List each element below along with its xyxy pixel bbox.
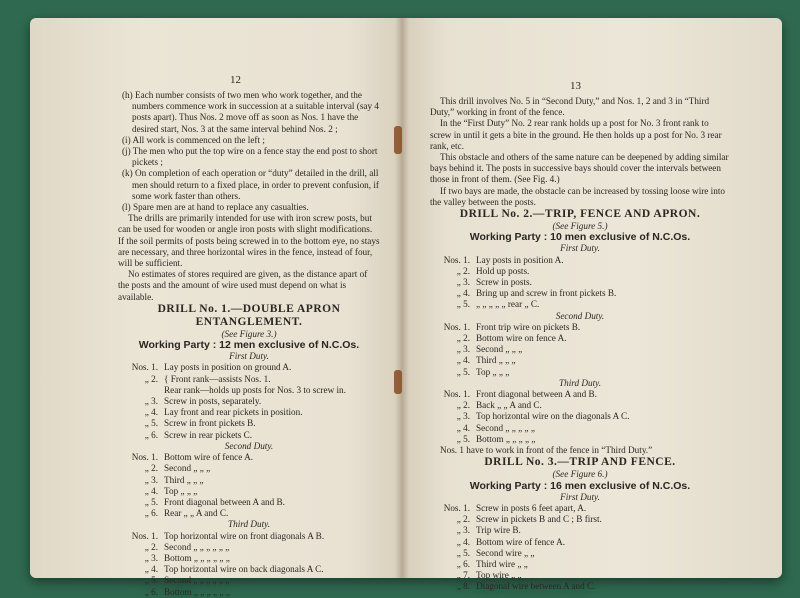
item-text: Second „ „ „ „ „ „	[164, 575, 230, 586]
drill-2-duty-row	[430, 423, 730, 434]
item-text: Rear rank—holds up posts for Nos. 3 to screw in.	[164, 384, 346, 395]
item-number: „ 8.	[456, 581, 470, 592]
drill-3-working-party: Working Party : 16 men exclusive of N.C.Os.	[469, 479, 691, 492]
item-text: „ „ „ „ „ rear „ C.	[476, 299, 540, 310]
item-number: „ 6.	[144, 586, 158, 597]
drill-2-figure-ref: (See Figure 5.)	[552, 221, 608, 232]
paragraph: No estimates of stores required are given, as the distance apart of the posts and the amount of wire used must depend on what is available.	[118, 269, 368, 302]
item-text: Second wire „ „	[476, 547, 535, 558]
item-number: „ 5.	[456, 366, 470, 377]
item-number: „ 3.	[456, 411, 470, 422]
drill-2-title: DRILL No. 2.—TRIP, FENCE AND APRON.	[459, 208, 701, 221]
paragraph: This drill involves No. 5 in “Second Duty,” and Nos. 1, 2 and 3 in “Third Duty,” working in front of the fence.	[430, 96, 710, 118]
item-text: Screw in front pickets B.	[164, 418, 256, 429]
duty-title: Second Duty.	[555, 310, 605, 321]
drill-3-duty-row	[430, 525, 730, 536]
drill-2-duty-row	[430, 411, 730, 422]
item-text: Lay posts in position on ground A.	[164, 362, 292, 373]
drill-2-duty-row	[430, 355, 730, 366]
drill-2-duty-row	[430, 367, 730, 378]
drill-2-duty-row	[430, 255, 730, 266]
item-number: Nos. 1.	[131, 452, 158, 463]
duty-title: Third Duty.	[558, 377, 602, 388]
item-text: Top wire „ „	[476, 570, 522, 581]
item-number: Nos. 1.	[131, 530, 158, 541]
item-number: „ 4.	[456, 422, 470, 433]
item-text: Top „ „ „	[164, 485, 198, 496]
item-number: „ 5.	[144, 418, 158, 429]
staple-rust-bottom	[394, 370, 402, 394]
drill-1-duty-row	[118, 475, 380, 486]
drill-1-duty-row	[118, 553, 380, 564]
paragraph: This obstacle and others of the same nature can be deepened by adding similar bays behind it. The posts in successive bays should cover the intervals between those in front of them. (See Fig. 4.)	[430, 152, 729, 185]
drill-3-duty-row	[430, 559, 730, 570]
item-number: „ 4.	[144, 485, 158, 496]
item-number: „ 3.	[144, 396, 158, 407]
paragraph: If two bays are made, the obstacle can be increased by tossing loose wire into the valley between the posts.	[430, 185, 725, 207]
drill-1-duty-row	[118, 508, 380, 519]
item-number: „ 3.	[456, 525, 470, 536]
drill-2-duty-row	[430, 400, 730, 411]
item-number: „ 4.	[144, 407, 158, 418]
drill-1-duty-row	[118, 463, 380, 474]
drill-1-duty-row	[118, 407, 380, 418]
drill-1-duty-row	[118, 374, 380, 385]
item-number: „ 5.	[456, 299, 470, 310]
item-text: Bottom wire of fence A.	[164, 452, 254, 463]
drill-1-duty-row	[118, 452, 380, 463]
item-number: Nos. 1.	[131, 362, 158, 373]
drill-1-duty-row	[118, 396, 380, 407]
drill-2-duty-row	[430, 288, 730, 299]
item-text: { Front rank—assists Nos. 1.	[164, 373, 271, 384]
item-text: Bring up and screw in front pickets B.	[476, 288, 617, 299]
drill-1-duty-row	[118, 362, 380, 373]
duty-title: First Duty.	[560, 243, 600, 254]
item-text: Bottom „ „ „ „ „ „	[164, 552, 230, 563]
item-text: Trip wire B.	[476, 525, 521, 536]
drill-2-duty-row	[430, 434, 730, 445]
staple-rust-top	[394, 126, 402, 154]
item-text: Front trip wire on pickets B.	[476, 321, 581, 332]
item-text: Bottom „ „ „ „ „ „	[164, 586, 230, 597]
item-text: Lay posts in position A.	[476, 254, 564, 265]
rule-item: (h) Each number consists of two men who work together, and the numbers commence work in succession at a suitable interval (say 4 posts apart). Thus Nos. 2 move off as soon as Nos. 1 have the desired start, Nos. 3 at the same interval behind Nos. 2 ;	[122, 90, 379, 134]
item-text: Third „ „ „	[476, 355, 516, 366]
paragraph: The drills are primarily intended for use with iron screw posts, but can be used for wooden or angle iron posts with slight modifications. If the soil permits of posts being screwed in to the bottom eye, no stays are necessary, and three horizontal wires in the fence, instead of four, will be sufficient.	[118, 213, 380, 269]
item-text: Bottom wire of fence A.	[476, 536, 566, 547]
item-text: Hold up posts.	[476, 265, 530, 276]
drill-2-working-party: Working Party : 10 men exclusive of N.C.Os.	[469, 231, 691, 244]
drill-1-duty-row	[118, 497, 380, 508]
item-number: „ 6.	[144, 429, 158, 440]
drill-1-duty-row	[118, 587, 380, 598]
item-number: Nos. 1.	[443, 502, 470, 513]
item-text: Front diagonal between A and B.	[476, 389, 597, 400]
item-number: Nos. 1.	[443, 254, 470, 265]
item-number: „ 2.	[456, 514, 470, 525]
drill-3-duty-row	[430, 581, 730, 592]
item-number: Nos. 1.	[443, 389, 470, 400]
item-number: „ 3.	[456, 344, 470, 355]
drill-2-duty-row	[430, 389, 730, 400]
item-text: Second „ „ „ „ „	[476, 422, 535, 433]
item-text: Top horizontal wire on front diagonals A B.	[164, 530, 325, 541]
item-text: Second „ „ „ „ „ „	[164, 541, 230, 552]
item-text: Bottom „ „ „ „ „	[476, 433, 536, 444]
drill-2-duty-row	[430, 266, 730, 277]
item-text: Screw in pickets B and C ; B first.	[476, 514, 602, 525]
item-text: Rear „ „ A and C.	[164, 508, 229, 519]
drill-1-duty-row	[118, 486, 380, 497]
item-number: „ 4.	[456, 288, 470, 299]
item-text: Top „ „ „	[476, 366, 510, 377]
item-text: Top horizontal wire on the diagonals A C.	[476, 411, 630, 422]
page-number-right: 13	[570, 80, 581, 92]
rule-item: (k) On completion of each operation or “duty” detailed in the drill, all men should return to a fixed place, in order to prevent confusion, if some work faster than others.	[122, 168, 379, 201]
drill-3-duty-title: First Duty.	[560, 491, 600, 502]
duty-title: First Duty.	[229, 351, 269, 362]
drill-1-title: DRILL No. 1.—DOUBLE APRON	[157, 302, 341, 315]
item-text: Second „ „ „	[164, 463, 211, 474]
item-text: Lay front and rear pickets in position.	[164, 407, 303, 418]
drill-3-figure-ref: (See Figure 6.)	[552, 469, 608, 480]
item-number: „ 7.	[456, 570, 470, 581]
item-number: „ 2.	[144, 541, 158, 552]
item-number: „ 3.	[144, 552, 158, 563]
item-text: Screw in posts 6 feet apart, A.	[476, 502, 587, 513]
item-text: Diagonal wire between A and C.	[476, 581, 596, 592]
item-number: Nos. 1.	[443, 321, 470, 332]
drill-2-duty-row	[430, 277, 730, 288]
item-text: Third „ „ „	[164, 474, 204, 485]
item-text: Screw in posts.	[476, 277, 532, 288]
drill-1-duty-row	[118, 531, 380, 542]
item-number: „ 6.	[456, 558, 470, 569]
right-page-content	[430, 96, 730, 593]
drill-3-duty-row	[430, 537, 730, 548]
drill-3-duty-row	[430, 514, 730, 525]
drill-3-duty-row	[430, 503, 730, 514]
book-spine	[395, 18, 409, 578]
item-number: „ 3.	[144, 474, 158, 485]
drill-1-working-party: Working Party : 12 men exclusive of N.C.Os.	[138, 339, 360, 352]
item-number: „ 2.	[456, 265, 470, 276]
item-number: „ 2.	[144, 463, 158, 474]
open-booklet	[30, 18, 782, 597]
rule-item: (l) Spare men are at hand to replace any casualties.	[122, 202, 309, 213]
drill-2-duty-row	[430, 322, 730, 333]
duty-title: Third Duty.	[227, 519, 271, 530]
item-number: „ 5.	[144, 575, 158, 586]
paragraph: In the “First Duty” No. 2 rear rank holds up a post for No. 3 front rank to screw in until it gets a bite in the ground. He then holds up a post for No. 3 rear rank, etc.	[430, 118, 722, 151]
drill-1-figure-ref: (See Figure 3.)	[221, 328, 277, 339]
item-number: „ 3.	[456, 277, 470, 288]
rule-item: (j) The men who put the top wire on a fence stay the end post to short pickets ;	[122, 146, 378, 168]
item-number: „ 5.	[456, 433, 470, 444]
drill-1-duty-row	[118, 575, 380, 586]
drill-1-duty-row	[118, 542, 380, 553]
item-number: „ 6.	[144, 508, 158, 519]
page-number-left: 12	[230, 74, 241, 86]
item-text: Third wire „ „	[476, 558, 528, 569]
item-text: Bottom wire on fence A.	[476, 333, 567, 344]
left-page	[30, 18, 402, 597]
item-text: Top horizontal wire on back diagonals A C.	[164, 564, 324, 575]
drill-1-duty-row	[118, 385, 380, 396]
drill-3-duty-row	[430, 548, 730, 559]
item-text: Front diagonal between A and B.	[164, 496, 285, 507]
drill-1-title-line2: ENTANGLEMENT.	[195, 315, 303, 328]
item-number: „ 2.	[456, 400, 470, 411]
item-number	[118, 385, 164, 396]
left-page-content	[118, 90, 380, 598]
item-number: „ 5.	[144, 496, 158, 507]
drill-2-duty-row	[430, 299, 730, 310]
item-text: Back „ „ A and C.	[476, 400, 542, 411]
rule-item: (i) All work is commenced on the left ;	[122, 134, 265, 145]
item-number: „ 4.	[456, 536, 470, 547]
drill-2-note: Nos. 1 have to work in front of the fence in “Third Duty.”	[440, 445, 653, 456]
item-number: „ 2.	[456, 333, 470, 344]
right-page	[402, 18, 782, 592]
item-number: „ 4.	[144, 564, 158, 575]
duty-title: Second Duty.	[224, 440, 274, 451]
drill-3-duty-row	[430, 570, 730, 581]
item-text: Screw in rear pickets C.	[164, 429, 253, 440]
drill-1-duty-row	[118, 564, 380, 575]
item-number: „ 2.	[144, 373, 158, 384]
item-text: Screw in posts, separately.	[164, 396, 262, 407]
item-number: „ 4.	[456, 355, 470, 366]
drill-1-duty-row	[118, 418, 380, 429]
drill-1-duty-row	[118, 430, 380, 441]
drill-2-duty-row	[430, 344, 730, 355]
drill-2-duty-row	[430, 333, 730, 344]
drill-3-title: DRILL No. 3.—TRIP AND FENCE.	[484, 456, 676, 469]
item-text: Second „ „ „	[476, 344, 523, 355]
item-number: „ 5.	[456, 547, 470, 558]
